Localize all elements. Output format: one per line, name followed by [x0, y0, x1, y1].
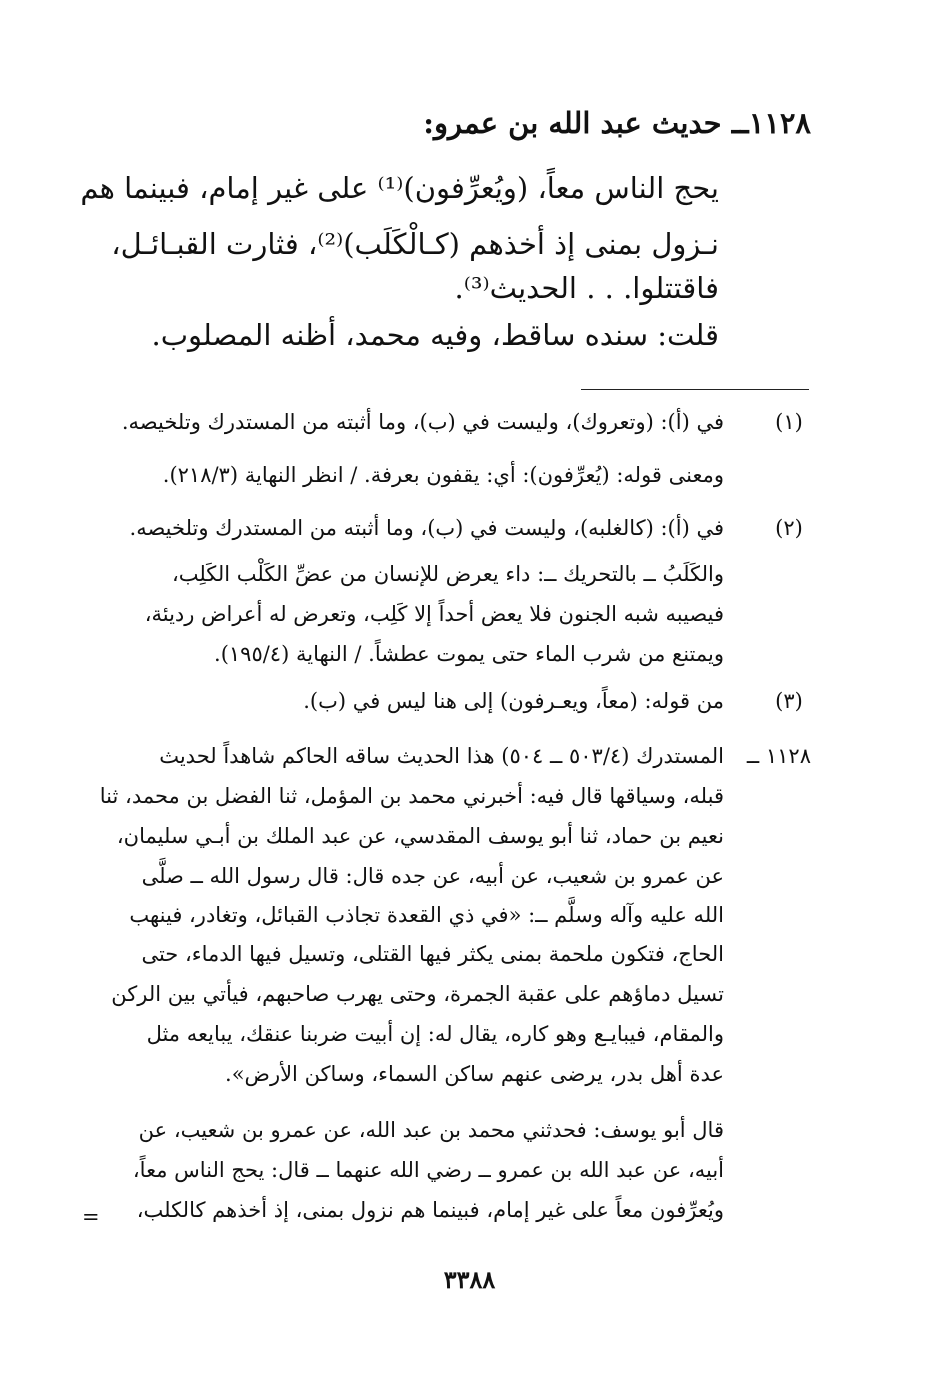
hadith-line: فاقتتلوا. . . الحديث⁽³⁾. [454, 271, 719, 305]
commentary-line: أبيه، عن عبد الله بن عمرو ــ رضي الله عنهما ــ قال: يحج الناس معاً، [132, 1158, 724, 1182]
footnote-line: من قوله: (معاً، ويعـرفون) إلى هنا ليس في (ب). [303, 689, 724, 713]
footnote-line: ويمتنع من شرب الماء حتى يموت عطشاً. / النهاية (١٩٥/٤). [214, 642, 724, 666]
commentary-line: نعيم بن حماد، ثنا أبو يوسف المقدسي، عن عبد الملك بن أبـي سليمان، [116, 824, 724, 848]
commentary-line: قال أبو يوسف: فحدثني محمد بن عبد الله، عن عمرو بن شعيب، عن [138, 1118, 724, 1142]
commentary-line: الحاج، فتكون ملحمة بمنى يكثر فيها القتلى، وتسيل فيها الدماء، حتى [141, 942, 724, 966]
footnote-line: في (أ): (كالغلبه)، وليست في (ب)، وما أثبته من المستدرك وتلخيصه. [129, 516, 724, 540]
commentary-line: عدة أهل بدر، يرضى عنهم ساكن السماء، وساكن الأرض». [225, 1062, 724, 1086]
page-number: ٣٣٨٨ [443, 1265, 496, 1294]
footnote-divider [581, 389, 809, 390]
commentary-number: ١١٢٨ ــ [746, 744, 811, 768]
commentary-line: عن عمرو بن شعيب، عن أبيه، عن جده قال: قال رسول الله ــ صلَّى [141, 864, 724, 888]
footnote-line: والكَلَبُ ــ بالتحريك ــ: داء يعرض للإنسان من عضِّ الكَلْب الكَلِب، [171, 562, 724, 586]
footnote-line: في (أ): (وتعروك)، وليست في (ب)، وما أثبته من المستدرك وتلخيصه. [121, 410, 724, 434]
commentary-line: ويُعرِّفون معاً على غير إمام، فبينما هم نزول بمنى، إذ أخذهم كالكلب، [136, 1198, 724, 1222]
commentary-line: الله عليه وآله وسلَّم ــ: «في ذي القعدة تجاذب القبائل، وتغادر، فينهب [129, 903, 724, 927]
commentary-line: تسيل دماؤهم على عقبة الجمرة، وحتى يهرب صاحبهم، فيأتي بين الركن [111, 982, 724, 1006]
footnote-number: (٣) [775, 689, 803, 713]
commentary-line: المستدرك (٥٠٣/٤ ــ ٥٠٤) هذا الحديث ساقه الحاكم شاهداً لحديث [159, 744, 724, 768]
hadith-line: يحج الناس معاً، (ويُعرِّفون)⁽¹⁾ على غير إمام، فبينما هم [80, 171, 719, 205]
hadith-title: ١١٢٨ــ حديث عبد الله بن عمرو: [423, 106, 811, 140]
commentary-line: قبله، وسياقها قال فيه: أخبرني محمد بن المؤمل، ثنا الفضل بن محمد، ثنا [99, 784, 724, 808]
footnote-line: ومعنى قوله: (يُعرِّفون): أي: يقفون بعرفة. / انظر النهاية (٢١٨/٣). [162, 463, 724, 487]
footnote-number: (٢) [775, 516, 803, 540]
continuation-mark: = [82, 1205, 100, 1229]
footnote-number: (١) [775, 410, 803, 434]
author-comment: قلت: سنده ساقط، وفيه محمد، أظنه المصلوب. [151, 318, 719, 352]
hadith-line: نـزول بمنى إذ أخذهم (كـالْكَلَب)⁽²⁾، فثارت القبـائـل، [111, 227, 719, 261]
commentary-line: والمقام، فيبايـع وهو كاره، يقال له: إن أبيت ضربنا عنقك، يبايعه مثل [146, 1022, 724, 1046]
footnote-line: فيصيبه شبه الجنون فلا يعض أحداً إلا كَلِب، وتعرض له أعراض رديئة، [144, 602, 724, 626]
